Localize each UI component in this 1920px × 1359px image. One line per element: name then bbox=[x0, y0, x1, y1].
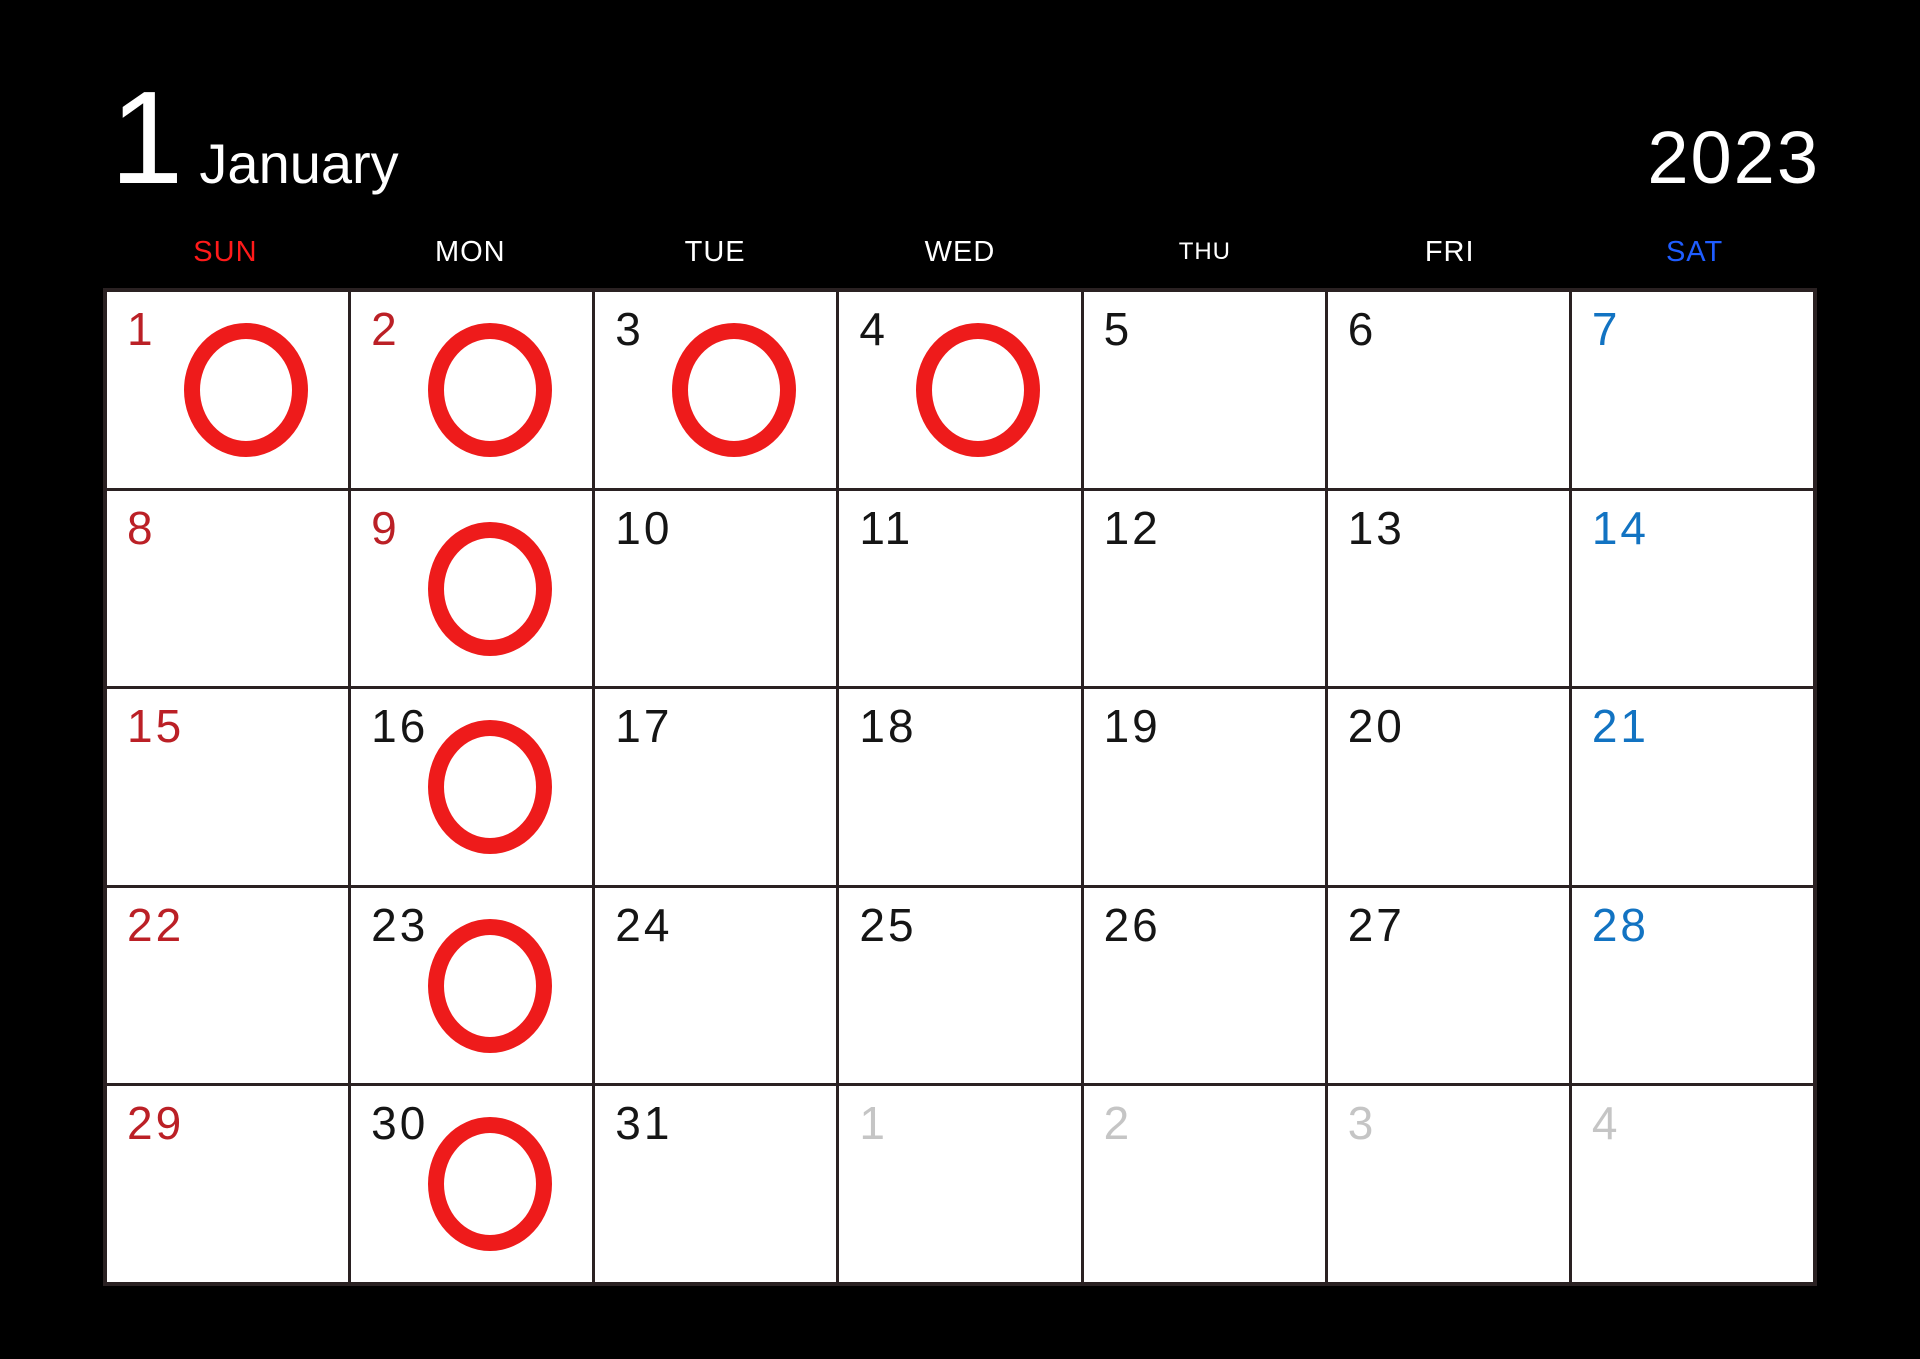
day-number: 10 bbox=[615, 501, 673, 554]
calendar-header bbox=[110, 0, 1820, 211]
day-number: 1 bbox=[859, 1097, 889, 1150]
day-cell bbox=[107, 292, 348, 488]
red-circle-mark bbox=[428, 1117, 552, 1251]
day-cell bbox=[107, 888, 348, 1084]
red-circle-mark bbox=[672, 323, 796, 457]
weekday-header-row bbox=[103, 222, 1817, 282]
day-number: 23 bbox=[371, 898, 429, 951]
day-cell bbox=[1572, 491, 1813, 687]
day-cell bbox=[595, 689, 836, 885]
month-name: January bbox=[199, 132, 399, 195]
day-number: 18 bbox=[859, 700, 917, 753]
day-cell bbox=[351, 1086, 592, 1282]
day-number: 20 bbox=[1347, 700, 1405, 753]
day-number: 1 bbox=[127, 303, 156, 355]
day-number: 21 bbox=[1591, 700, 1650, 753]
day-cell bbox=[351, 689, 592, 885]
day-number: 3 bbox=[615, 303, 644, 355]
day-cell bbox=[351, 292, 592, 488]
day-number: 16 bbox=[371, 700, 429, 753]
day-number: 3 bbox=[1347, 1097, 1377, 1150]
day-cell bbox=[839, 292, 1080, 488]
red-circle-mark bbox=[428, 919, 552, 1053]
day-number: 22 bbox=[127, 898, 185, 951]
day-cell bbox=[1572, 1086, 1813, 1282]
day-cell bbox=[351, 491, 592, 687]
day-cell bbox=[1084, 689, 1325, 885]
red-circle-mark bbox=[428, 323, 552, 457]
day-number: 7 bbox=[1591, 303, 1621, 355]
weekday-label-wed: WED bbox=[924, 235, 996, 268]
day-cell bbox=[1328, 1086, 1569, 1282]
day-number: 25 bbox=[859, 898, 917, 951]
day-cell bbox=[595, 888, 836, 1084]
day-cell bbox=[1084, 888, 1325, 1084]
weekday-label-fri: FRI bbox=[1424, 235, 1475, 268]
day-number: 9 bbox=[371, 501, 400, 554]
day-number: 5 bbox=[1103, 303, 1133, 355]
day-cell bbox=[839, 888, 1080, 1084]
day-cell bbox=[107, 689, 348, 885]
day-cell bbox=[595, 1086, 836, 1282]
calendar-grid bbox=[103, 288, 1817, 1286]
day-number: 28 bbox=[1591, 898, 1650, 951]
day-cell bbox=[1328, 491, 1569, 687]
day-number: 15 bbox=[127, 700, 185, 753]
day-number: 29 bbox=[127, 1097, 185, 1150]
weekday-label-sun: SUN bbox=[193, 235, 258, 268]
day-cell bbox=[839, 1086, 1080, 1282]
weekday-label-sat: SAT bbox=[1665, 235, 1724, 268]
day-number: 8 bbox=[127, 501, 156, 554]
day-number: 4 bbox=[859, 303, 889, 355]
weekday-label-thu: THU bbox=[1178, 238, 1232, 265]
day-number: 2 bbox=[371, 303, 400, 355]
day-cell bbox=[839, 491, 1080, 687]
day-cell bbox=[1084, 491, 1325, 687]
day-number: 30 bbox=[371, 1097, 429, 1150]
day-number: 27 bbox=[1347, 898, 1405, 951]
day-number: 17 bbox=[615, 700, 673, 753]
day-cell bbox=[1328, 888, 1569, 1084]
day-cell bbox=[1572, 292, 1813, 488]
day-cell bbox=[1328, 689, 1569, 885]
day-cell bbox=[1084, 1086, 1325, 1282]
day-cell bbox=[107, 491, 348, 687]
day-cell bbox=[1572, 689, 1813, 885]
day-cell bbox=[1572, 888, 1813, 1084]
day-number: 11 bbox=[859, 501, 914, 554]
day-number: 14 bbox=[1591, 501, 1650, 554]
day-cell bbox=[107, 1086, 348, 1282]
day-number: 19 bbox=[1103, 700, 1161, 753]
day-number: 12 bbox=[1103, 501, 1161, 554]
weekday-label-mon: MON bbox=[434, 235, 506, 268]
day-number: 26 bbox=[1103, 898, 1161, 951]
red-circle-mark bbox=[428, 720, 552, 854]
day-number: 24 bbox=[615, 898, 673, 951]
day-number: 6 bbox=[1347, 303, 1377, 355]
month-number: 1 bbox=[110, 64, 184, 211]
day-cell bbox=[595, 292, 836, 488]
day-number: 13 bbox=[1347, 501, 1405, 554]
day-cell bbox=[839, 689, 1080, 885]
red-circle-mark bbox=[916, 323, 1040, 457]
red-circle-mark bbox=[184, 323, 308, 457]
red-circle-mark bbox=[428, 522, 552, 656]
day-cell bbox=[351, 888, 592, 1084]
day-number: 4 bbox=[1591, 1097, 1621, 1150]
day-cell bbox=[595, 491, 836, 687]
day-cell bbox=[1328, 292, 1569, 488]
day-number: 31 bbox=[615, 1097, 673, 1150]
weekday-label-tue: TUE bbox=[684, 235, 746, 268]
year-label: 2023 bbox=[1647, 116, 1820, 199]
day-cell bbox=[1084, 292, 1325, 488]
day-number: 2 bbox=[1103, 1097, 1133, 1150]
